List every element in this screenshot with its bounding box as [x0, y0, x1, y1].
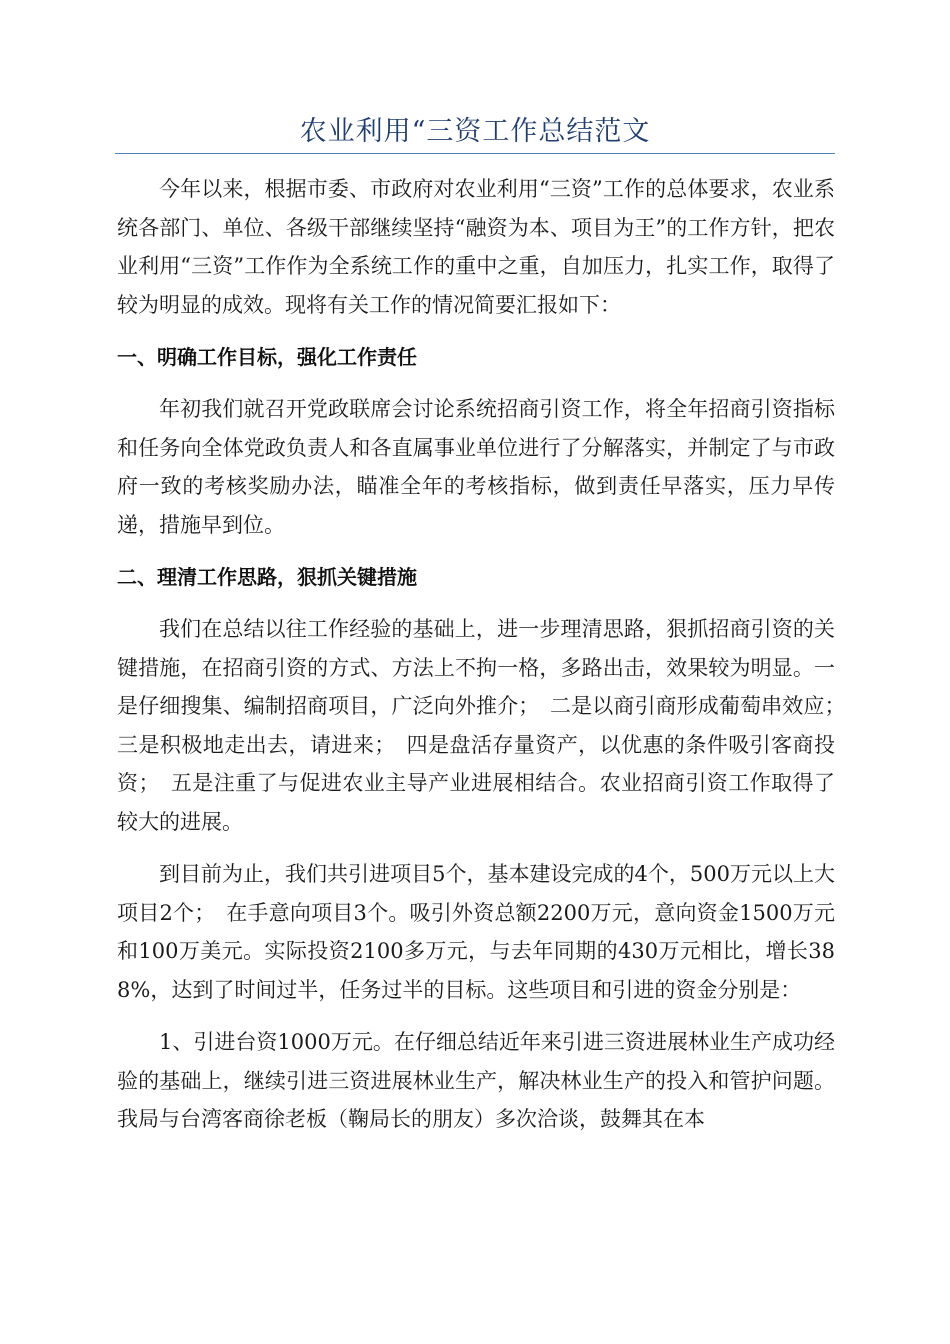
- paragraph-section-1: 年初我们就召开党政联席会讨论系统招商引资工作，将全年招商引资指标和任务向全体党政负责人和各直属事业单位进行了分解落实，并制定了与市政府一致的考核奖励办法，瞄准全年的考核指标，做到责任早落实，压力早传递，措施早到位。: [117, 397, 835, 537]
- section-heading-1: 一、明确工作目标，强化工作责任: [117, 345, 417, 369]
- paragraph-item-1: 1、引进台资1000万元。在仔细总结近年来引进三资进展林业生产成功经验的基础上，继续引进三资进展林业生产，解决林业生产的投入和管护问题。我局与台湾客商徐老板（鞠局长的朋友）多次洽谈，鼓舞其在本: [117, 1030, 835, 1131]
- paragraph-results: 到目前为止，我们共引进项目5个，基本建设完成的4个，500万元以上大项目2个； 在手意向项目3个。吸引外资总额2200万元，意向资金1500万元和100万美元。实际投资2100多万元，与去年同期的430万元相比，增长388%，达到了时间过半，任务过半的目标。这些项目和引进的资金分别是：: [117, 862, 835, 1002]
- paragraph-section-2: 我们在总结以往工作经验的基础上，进一步理清思路，狠抓招商引资的关键措施，在招商引资的方式、方法上不拘一格，多路出击，效果较为明显。一是仔细搜集、编制招商项目，广泛向外推介； 二是以商引商形成葡萄串效应； 三是积极地走出去，请进来； 四是盘活存量资产，以优惠的条件吸引客商投资； 五是注重了与促进农业主导产业进展相结合。农业招商引资工作取得了较大的进展。: [117, 617, 856, 834]
- section-heading-2: 二、理清工作思路，狠抓关键措施: [117, 565, 417, 589]
- paragraph-intro: 今年以来，根据市委、市政府对农业利用“三资”工作的总体要求，农业系统各部门、单位、各级干部继续坚持“融资为本、项目为王”的工作方针，把农业利用“三资”工作作为全系统工作的重中之重，自加压力，扎实工作，取得了较为明显的成效。现将有关工作的情况简要汇报如下：: [117, 177, 835, 317]
- document-title: 农业利用“三资工作总结范文: [299, 116, 651, 147]
- document-body: [117, 170, 856, 1153]
- title-underline: [115, 153, 835, 154]
